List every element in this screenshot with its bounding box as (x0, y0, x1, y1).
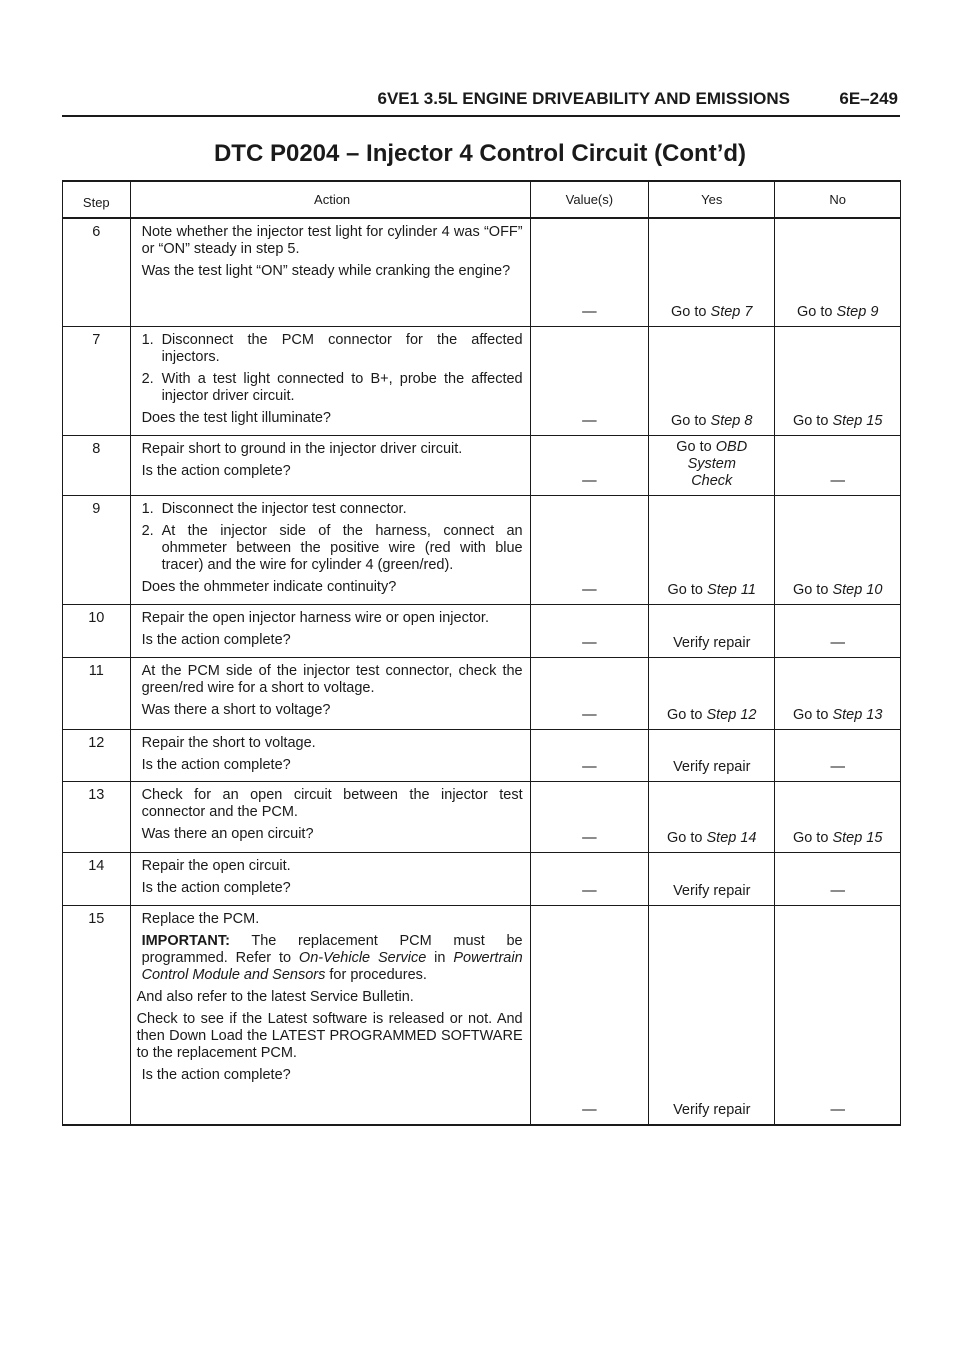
yes-cell: Go to Step 14 (649, 781, 775, 852)
col-step: Step (63, 181, 131, 218)
value-cell: — (530, 495, 649, 604)
no-cell: — (775, 604, 901, 657)
no-cell: — (775, 905, 901, 1125)
action-question: Is the action complete? (141, 879, 291, 896)
bulletin-note: And also refer to the latest Service Bulletin. (136, 988, 414, 1005)
step-number: 13 (63, 781, 131, 852)
action-text: Repair the open circuit. (141, 857, 291, 874)
step-number: 8 (63, 435, 131, 495)
yes-cell: Verify repair (649, 604, 775, 657)
step-number: 12 (63, 729, 131, 781)
page-title: DTC P0204 – Injector 4 Control Circuit (Cont’d) (213, 140, 747, 167)
col-action: Action (130, 181, 530, 218)
step-number: 9 (63, 495, 131, 604)
reference-link: Powertrain Control Module and Sensors (141, 949, 523, 983)
table-row (63, 218, 901, 326)
table-row (63, 657, 901, 729)
value-cell: — (530, 905, 649, 1125)
yes-cell: Verify repair (649, 905, 775, 1125)
step-number: 15 (63, 905, 131, 1125)
page-header (62, 89, 900, 111)
action-question: Is the action complete? (141, 631, 291, 648)
step-ref: Step 15 (832, 412, 883, 429)
action-question: Was there a short to voltage? (141, 701, 331, 718)
action-question: Does the test light illuminate? (141, 409, 331, 426)
table-row (63, 781, 901, 852)
value-cell: — (530, 218, 649, 326)
action-cell (130, 604, 530, 657)
action-question: Was there an open circuit? (141, 825, 314, 842)
list-item: 1. Disconnect the PCM connector for the affected injectors. (141, 331, 523, 365)
action-cell (130, 326, 530, 435)
col-values: Value(s) (530, 181, 649, 218)
no-cell: Go to Step 9 (775, 218, 901, 326)
yes-cell: Verify repair (649, 852, 775, 905)
step-number: 11 (63, 657, 131, 729)
value-cell: — (530, 435, 649, 495)
action-cell (130, 435, 530, 495)
table-row (63, 435, 901, 495)
value-cell: — (530, 852, 649, 905)
action-text: Check for an open circuit between the injector test connector and the PCM. (141, 786, 523, 820)
step-ref: Step 8 (710, 412, 753, 429)
col-no: No (775, 181, 901, 218)
step-ref: Step 14 (706, 829, 757, 846)
action-text: Repair short to ground in the injector driver circuit. (141, 440, 463, 457)
important-note: IMPORTANT: The replacement PCM must be programmed. Refer to On-Vehicle Service in Powertrain Control Module and Sensors for procedures. (141, 932, 523, 983)
action-cell (130, 218, 530, 326)
page-number: 6E–249 (839, 89, 898, 108)
step-ref: Step 13 (832, 706, 883, 723)
step-number: 10 (63, 604, 131, 657)
diagnostic-table (62, 180, 901, 1126)
table-row (63, 852, 901, 905)
yes-cell: Go to Step 8 (649, 326, 775, 435)
action-question: Is the action complete? (141, 462, 291, 479)
reference-link: On-Vehicle Service (298, 949, 427, 966)
action-cell (130, 657, 530, 729)
yes-cell: Go to Step 12 (649, 657, 775, 729)
table-row (63, 729, 901, 781)
step-ref: Step 10 (832, 581, 883, 598)
step-ref: Step 11 (707, 581, 756, 598)
yes-cell: Go to Step 7 (649, 218, 775, 326)
action-question: Does the ohmmeter indicate continuity? (141, 578, 397, 595)
action-question: Was the test light “ON” steady while cranking the engine? (141, 263, 511, 279)
no-cell: — (775, 852, 901, 905)
no-cell: Go to Step 15 (775, 326, 901, 435)
no-cell: — (775, 435, 901, 495)
table-row (63, 604, 901, 657)
header-rule (62, 115, 900, 117)
action-text: Repair the short to voltage. (141, 734, 316, 751)
action-cell (130, 495, 530, 604)
col-yes: Yes (649, 181, 775, 218)
value-cell: — (530, 781, 649, 852)
no-cell: Go to Step 13 (775, 657, 901, 729)
value-cell: — (530, 326, 649, 435)
no-cell: Go to Step 15 (775, 781, 901, 852)
action-text: At the PCM side of the injector test connector, check the green/red wire for a short to voltage. (141, 662, 523, 696)
action-text: Repair the open injector harness wire or open injector. (141, 609, 489, 626)
table-row (63, 905, 901, 1125)
step-number: 6 (63, 218, 131, 326)
action-cell (130, 905, 530, 1125)
table-row (63, 495, 901, 604)
action-question: Is the action complete? (141, 1066, 291, 1083)
action-question: Is the action complete? (141, 756, 291, 773)
table-header-row (63, 181, 901, 218)
yes-cell: Verify repair (649, 729, 775, 781)
action-cell (130, 729, 530, 781)
step-ref: Step 15 (832, 829, 883, 846)
value-cell: — (530, 657, 649, 729)
value-cell: — (530, 604, 649, 657)
step-ref: Step 12 (706, 706, 757, 723)
value-cell: — (530, 729, 649, 781)
section-title: 6VE1 3.5L ENGINE DRIVEABILITY AND EMISSIONS (377, 89, 790, 108)
list-item: 2. At the injector side of the harness, connect an ohmmeter between the positive wire (red with blue tracer) and the wire for cylinder 4 (green/red). (141, 522, 523, 573)
step-ref: Step 7 (710, 303, 753, 320)
list-item: 2. With a test light connected to B+, probe the affected injector driver circuit. (141, 370, 523, 404)
yes-cell: Go to Step 11 (649, 495, 775, 604)
step-number: 14 (63, 852, 131, 905)
table-row (63, 326, 901, 435)
no-cell: — (775, 729, 901, 781)
step-number: 7 (63, 326, 131, 435)
action-text: Replace the PCM. (141, 910, 260, 927)
important-label: IMPORTANT: (141, 932, 230, 949)
yes-cell: Go to OBD System Check (649, 435, 775, 495)
action-cell (130, 852, 530, 905)
software-note: Check to see if the Latest software is released or not. And then Down Load the LATEST PROGRAMMED SOFTWARE to the replacement PCM. (136, 1010, 523, 1061)
action-cell (130, 781, 530, 852)
action-text: Note whether the injector test light for cylinder 4 was “OFF” or “ON” steady in step 5. (141, 224, 523, 257)
no-cell: Go to Step 10 (775, 495, 901, 604)
step-ref: Step 9 (836, 303, 879, 320)
list-item: 1. Disconnect the injector test connector. (141, 500, 407, 517)
